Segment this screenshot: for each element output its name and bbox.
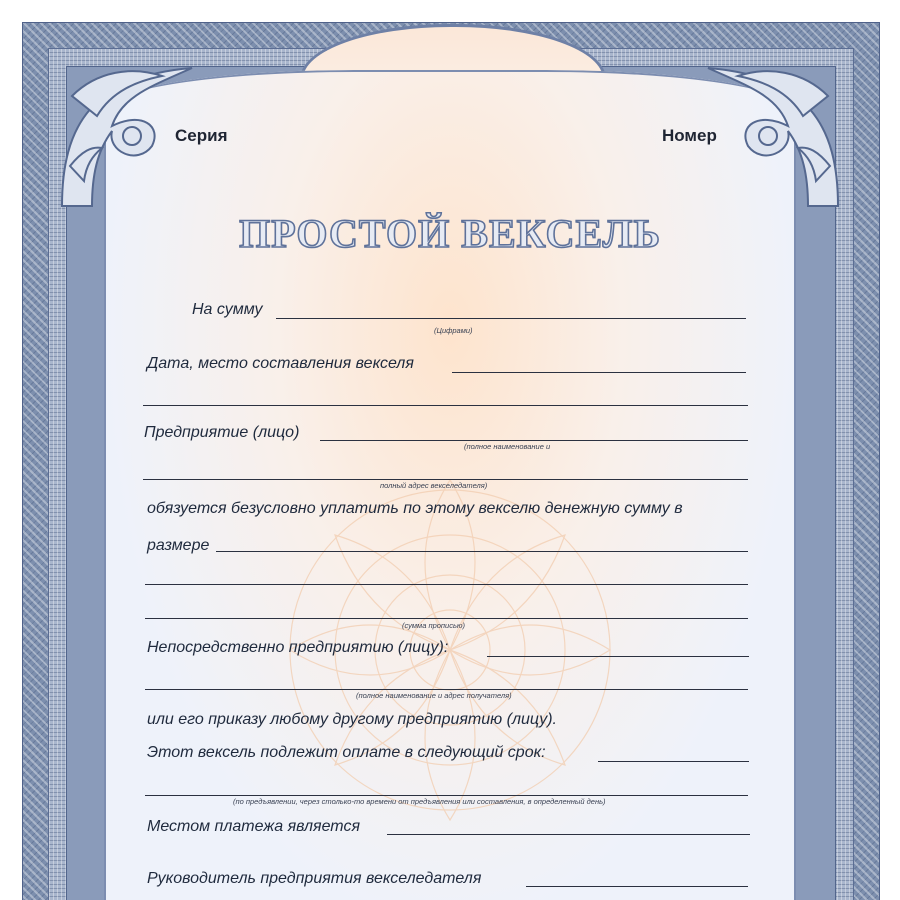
sum-words-line-1[interactable] [145, 584, 748, 585]
enterprise-input-line[interactable] [320, 440, 748, 441]
size-input-line[interactable] [216, 551, 748, 552]
enterprise-hint: (полное наименование и [464, 442, 551, 451]
number-label: Номер [662, 126, 717, 145]
term-hint: (по предъявлении, через столько-то времени от предъявления или составления, в определенный день) [233, 797, 606, 806]
series-label: Серия [175, 126, 228, 145]
term-continuation-line[interactable] [145, 795, 748, 796]
date-place-continuation-line[interactable] [143, 405, 748, 406]
amount-label: На сумму [192, 301, 263, 318]
amount-input-line[interactable] [276, 318, 746, 319]
sum-words-hint: (сумма прописью) [402, 621, 466, 630]
payment-place-label: Местом платежа является [147, 818, 360, 835]
term-input-line[interactable] [598, 761, 749, 762]
size-label: размере [147, 537, 210, 554]
obligation-text: обязуется безусловно уплатить по этому векселю денежную сумму в [147, 500, 683, 517]
head-label: Руководитель предприятия векселедателя [147, 870, 482, 887]
document-title-text: ПРОСТОЙ ВЕКСЕЛЬ [239, 211, 661, 256]
enterprise-label: Предприятие (лицо) [144, 424, 300, 441]
recipient-input-line[interactable] [487, 656, 749, 657]
recipient-address-line[interactable] [145, 689, 748, 690]
corner-ornament-right [698, 56, 848, 216]
sum-words-line-2[interactable] [145, 618, 748, 619]
order-text: или его приказу любому другому предприятию (лицу). [147, 711, 557, 728]
recipient-hint: (полное наименование и адрес получателя) [356, 691, 512, 700]
enterprise-address-line[interactable] [143, 479, 748, 480]
date-place-input-line[interactable] [452, 372, 746, 373]
amount-hint: (Цифрами) [434, 326, 473, 335]
date-place-label: Дата, место составления векселя [147, 355, 414, 372]
payment-place-input-line[interactable] [387, 834, 750, 835]
recipient-label: Непосредственно предприятию (лицу): [147, 639, 449, 656]
address-hint: полный адрес векселедателя) [380, 481, 488, 490]
head-signature-line[interactable] [526, 886, 748, 887]
document-title [220, 205, 680, 265]
term-label: Этот вексель подлежит оплате в следующий срок: [147, 744, 546, 761]
